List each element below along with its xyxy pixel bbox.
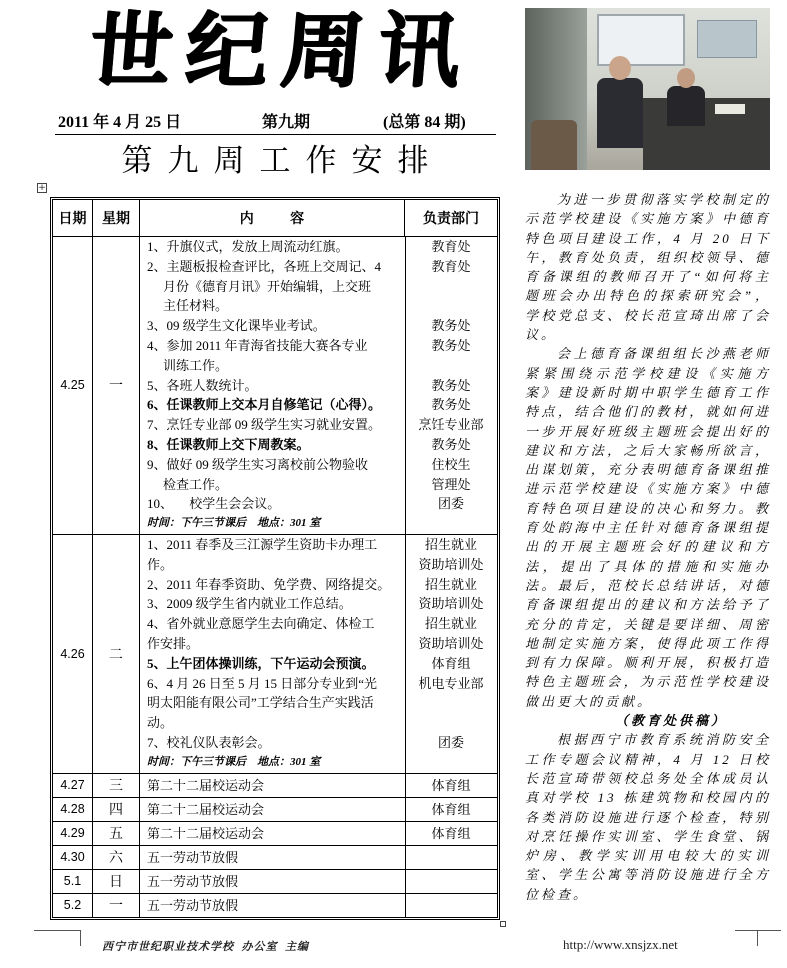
item-line: 9、做好 09 级学生实习离校前公物验收 — [147, 456, 369, 472]
dept-line: 教务处 — [431, 397, 471, 413]
header-dept: 负责部门 — [423, 212, 479, 227]
content-cell — [140, 774, 497, 797]
dept-line: 体育组 — [431, 777, 471, 793]
article-paragraph: 会上德育备课组组长沙燕老师紧紧围绕示范学校建设《实施方案》建设新时期中职学生德育工作特点，结合他们的教材，就如何进一步开展好班级主题班会提出好的建议和方法，之后大家畅所欲言，出谋划策，充分表明德育备课组推进示范学校建设《实施方案》中德育特色项目建设的决心和努力。教育处韵海中主任针对德育备课组提出的开展主题班会好的建议和方法，提出了具体的措施和实施办法。最后，范校长总结讲话，对德育备课组提出的建议和方法给予了充分的肯定，关键是要详细、周密地制定实施方案，使得此项工作得到有力保障。顺利开展，积极打造特色主题班会，为示范性学校建设做出更大的贡献。 — [525, 346, 771, 709]
responsible-dept — [405, 336, 497, 376]
schedule-item — [140, 894, 497, 917]
item-line: 1、2011 春季及三江源学生资助卡办理工 — [147, 536, 378, 552]
header-content: 内容 — [140, 200, 405, 236]
item-line: 明太阳能有限公司”工学结合生产实践活 — [147, 695, 374, 711]
responsible-dept — [405, 733, 497, 753]
date-cell: 5.2 — [53, 894, 93, 917]
dept-line: 资助培训处 — [418, 635, 484, 651]
responsible-dept — [405, 415, 497, 435]
item-text — [140, 376, 405, 396]
table-resize-handle[interactable] — [500, 921, 506, 927]
responsible-dept — [405, 535, 497, 575]
responsible-dept — [405, 257, 497, 316]
dept-line: 教务处 — [431, 337, 471, 353]
dept-line: 资助培训处 — [418, 596, 484, 612]
item-line: 第二十二届校运动会 — [147, 777, 265, 793]
item-text — [140, 822, 405, 845]
item-line: 5、上午团体操训练，下午运动会预演。 — [147, 655, 375, 671]
photo-detail — [697, 20, 757, 58]
item-line: 5、各班人数统计。 — [147, 377, 258, 393]
meeting-time-note: 时间：下午三节课后 地点：301 室 — [147, 517, 321, 530]
responsible-dept — [405, 654, 497, 674]
responsible-dept — [405, 774, 497, 797]
photo-detail — [597, 78, 643, 148]
photo-detail — [597, 14, 685, 66]
responsible-dept — [405, 594, 497, 614]
schedule-item — [140, 846, 497, 869]
dept-line: 体育组 — [431, 801, 471, 817]
page-heading: 第九周工作安排 — [121, 143, 444, 178]
item-line: 动。 — [147, 715, 174, 731]
dept-line: 招生就业 — [424, 576, 477, 592]
schedule-item — [140, 535, 497, 575]
dept-line: 教务处 — [431, 377, 471, 393]
dept-line: 体育组 — [431, 655, 471, 671]
news-article — [525, 190, 771, 925]
issue-line — [55, 113, 496, 135]
crop-mark — [34, 930, 80, 931]
schedule-item — [140, 455, 497, 495]
dept-line: 教育处 — [431, 239, 471, 254]
masthead-title: 世纪周讯 — [86, 6, 479, 97]
schedule-row — [53, 870, 497, 894]
item-text — [140, 798, 405, 821]
item-line: 2、主题板报检查评比，各班上交周记、4 — [147, 258, 382, 274]
item-line: 10、 校学生会会议。 — [147, 496, 281, 512]
schedule-row — [53, 894, 497, 917]
item-line: 五一劳动节放假 — [147, 897, 239, 913]
schedule-row — [53, 798, 497, 822]
schedule-item — [140, 674, 497, 733]
dept-line: 教务处 — [431, 436, 471, 452]
weekday-cell: 一 — [93, 894, 140, 917]
weekday-cell: 五 — [93, 822, 140, 845]
schedule-item — [140, 594, 497, 614]
date-cell: 4.28 — [53, 798, 93, 821]
responsible-dept — [405, 846, 497, 869]
item-line: 6、任课教师上交本月自修笔记（心得）。 — [147, 397, 382, 413]
responsible-dept — [405, 395, 497, 415]
responsible-dept — [405, 822, 497, 845]
item-text — [140, 733, 405, 753]
photo-detail — [531, 120, 577, 170]
weekday-cell: 一 — [93, 237, 140, 534]
responsible-dept — [405, 494, 497, 514]
content-cell — [140, 237, 497, 534]
schedule-item — [140, 415, 497, 435]
header-weekday: 星期 — [93, 200, 140, 236]
item-line: 作安排。 — [147, 635, 200, 651]
photo-detail — [667, 86, 705, 126]
responsible-dept — [405, 894, 497, 917]
schedule-item — [140, 870, 497, 893]
schedule-row — [53, 237, 497, 535]
dept-line: 教务处 — [431, 318, 471, 334]
schedule-item — [140, 774, 497, 797]
content-cell — [140, 535, 497, 773]
schedule-item — [140, 395, 497, 415]
content-cell — [140, 894, 497, 917]
dept-line: 资助培训处 — [418, 556, 484, 572]
dept-line: 机电专业部 — [418, 675, 484, 691]
item-text — [140, 336, 405, 376]
item-text — [140, 494, 405, 514]
item-line: 五一劳动节放假 — [147, 873, 239, 889]
item-line: 训练工作。 — [163, 357, 229, 373]
table-move-handle-icon[interactable]: + — [38, 183, 46, 193]
schedule-item — [140, 435, 497, 455]
footer-url[interactable]: http://www.xnsjzx.net — [563, 937, 678, 952]
content-cell — [140, 846, 497, 869]
meeting-time-note: 时间：下午三节课后 地点：301 室 — [147, 755, 321, 768]
schedule-item — [140, 614, 497, 654]
article-paragraph: 根据西宁市教育系统消防安全工作专题会议精神，4 月 12 日校长范宣琦带领校总务处全体成员认真对学校 13 栋建筑物和校园内的各类消防设施进行逐个检查，特别对烹饪操作实训室、学生食堂、锅炉房、教学实训用电较大的实训室、学生公寓等消防设施进行全方位检查。 — [525, 732, 771, 902]
schedule-item — [140, 733, 497, 753]
crop-mark — [757, 930, 758, 946]
item-text — [140, 395, 405, 415]
item-line: 2、2011 年春季资助、免学费、网络提交。 — [147, 576, 391, 592]
date-cell: 4.26 — [53, 535, 93, 773]
item-line: 4、省外就业意愿学生去向确定、体检工 — [147, 616, 375, 632]
schedule-item — [140, 316, 497, 336]
item-text — [140, 594, 405, 614]
date-cell: 4.25 — [53, 237, 93, 534]
crop-mark — [735, 930, 781, 931]
schedule-row — [53, 535, 497, 774]
date-cell: 4.30 — [53, 846, 93, 869]
weekday-cell: 日 — [93, 870, 140, 893]
item-line: 4、参加 2011 年青海省技能大赛各专业 — [147, 337, 368, 353]
schedule-item — [140, 822, 497, 845]
meeting-photo — [525, 8, 770, 170]
item-line: 1、升旗仪式，发放上周流动红旗。 — [147, 239, 349, 254]
item-line: 检查工作。 — [163, 476, 229, 492]
item-line: 主任材料。 — [163, 298, 229, 314]
weekday-cell: 三 — [93, 774, 140, 797]
responsible-dept — [405, 614, 497, 654]
photo-detail — [677, 68, 695, 88]
responsible-dept — [405, 798, 497, 821]
item-text — [140, 654, 405, 674]
item-line: 作。 — [147, 556, 174, 572]
issue-date: 2011 年 4 月 25 日 — [58, 114, 182, 131]
date-cell: 4.27 — [53, 774, 93, 797]
responsible-dept — [405, 237, 497, 257]
weekday-cell: 六 — [93, 846, 140, 869]
item-text — [140, 674, 405, 733]
responsible-dept — [405, 316, 497, 336]
item-line: 8、任课教师上交下周教案。 — [147, 436, 310, 452]
dept-line: 烹饪专业部 — [418, 417, 484, 433]
schedule-item — [140, 654, 497, 674]
item-line: 第二十二届校运动会 — [147, 825, 265, 841]
table-header-row — [53, 200, 497, 237]
schedule-item — [140, 798, 497, 821]
responsible-dept — [405, 376, 497, 396]
date-cell: 5.1 — [53, 870, 93, 893]
schedule-item — [140, 494, 497, 514]
item-text — [140, 257, 405, 316]
issue-number: 第九期 — [262, 114, 311, 131]
item-line: 3、2009 级学生省内就业工作总结。 — [147, 596, 352, 612]
dept-line: 招生就业 — [424, 536, 477, 552]
dept-line: 教育处 — [431, 258, 471, 274]
dept-line: 体育组 — [431, 825, 471, 841]
photo-detail — [643, 98, 770, 170]
schedule-item — [140, 237, 497, 257]
dept-line: 住校生 — [431, 456, 471, 472]
responsible-dept — [405, 575, 497, 595]
item-text — [140, 455, 405, 495]
weekday-cell: 四 — [93, 798, 140, 821]
photo-detail — [715, 104, 745, 114]
schedule-row — [53, 822, 497, 846]
schedule-item — [140, 575, 497, 595]
item-text — [140, 535, 405, 575]
article-credit: （教育处供稿） — [614, 713, 727, 729]
content-cell — [140, 822, 497, 845]
photo-detail — [609, 56, 631, 80]
item-text — [140, 435, 405, 455]
dept-line: 团委 — [437, 496, 464, 512]
item-text — [140, 415, 405, 435]
schedule-table — [50, 197, 500, 920]
item-text — [140, 894, 405, 917]
date-cell: 4.29 — [53, 822, 93, 845]
weekday-cell: 二 — [93, 535, 140, 773]
item-text — [140, 237, 405, 257]
responsible-dept — [405, 870, 497, 893]
article-paragraph: 为进一步贯彻落实学校制定的示范学校建设《实施方案》中德育特色项目建设工作，4 月 20 日下午，教育处负责，组织校领导、德育备课组的教师召开了“如何将主题班会办出特色的探索研究会”，学校党总支、校长范宣琦出席了会议。 — [525, 192, 771, 343]
content-cell — [140, 798, 497, 821]
responsible-dept — [405, 455, 497, 495]
item-line: 第二十二届校运动会 — [147, 801, 265, 817]
item-text — [140, 870, 405, 893]
issue-total-number: (总第 84 期) — [383, 114, 466, 131]
item-text — [140, 614, 405, 654]
item-line: 月份《德育月讯》开始编辑，上交班 — [163, 278, 372, 294]
responsible-dept — [405, 435, 497, 455]
item-text — [140, 316, 405, 336]
dept-line: 招生就业 — [424, 616, 477, 632]
schedule-item — [140, 257, 497, 316]
table-body — [53, 237, 497, 917]
item-line: 3、09 级学生文化课毕业考试。 — [147, 318, 326, 334]
footer-publisher: 西宁市世纪职业技术学校 办公室 主编 — [102, 941, 309, 953]
item-line: 6、4 月 26 日至 5 月 15 日部分专业到“光 — [147, 675, 378, 691]
dept-line: 管理处 — [431, 476, 471, 492]
schedule-row — [53, 774, 497, 798]
item-text — [140, 774, 405, 797]
schedule-item — [140, 336, 497, 376]
schedule-row — [53, 846, 497, 870]
crop-mark — [80, 930, 81, 946]
content-cell — [140, 870, 497, 893]
responsible-dept — [405, 674, 497, 733]
item-line: 五一劳动节放假 — [147, 849, 239, 865]
dept-line: 团委 — [437, 734, 464, 750]
item-text — [140, 846, 405, 869]
header-date: 日期 — [53, 200, 93, 236]
item-line: 7、校礼仪队表彰会。 — [147, 734, 271, 750]
schedule-item — [140, 376, 497, 396]
item-text — [140, 575, 405, 595]
item-line: 7、烹饪专业部 09 级学生实习就业安置。 — [147, 417, 382, 433]
